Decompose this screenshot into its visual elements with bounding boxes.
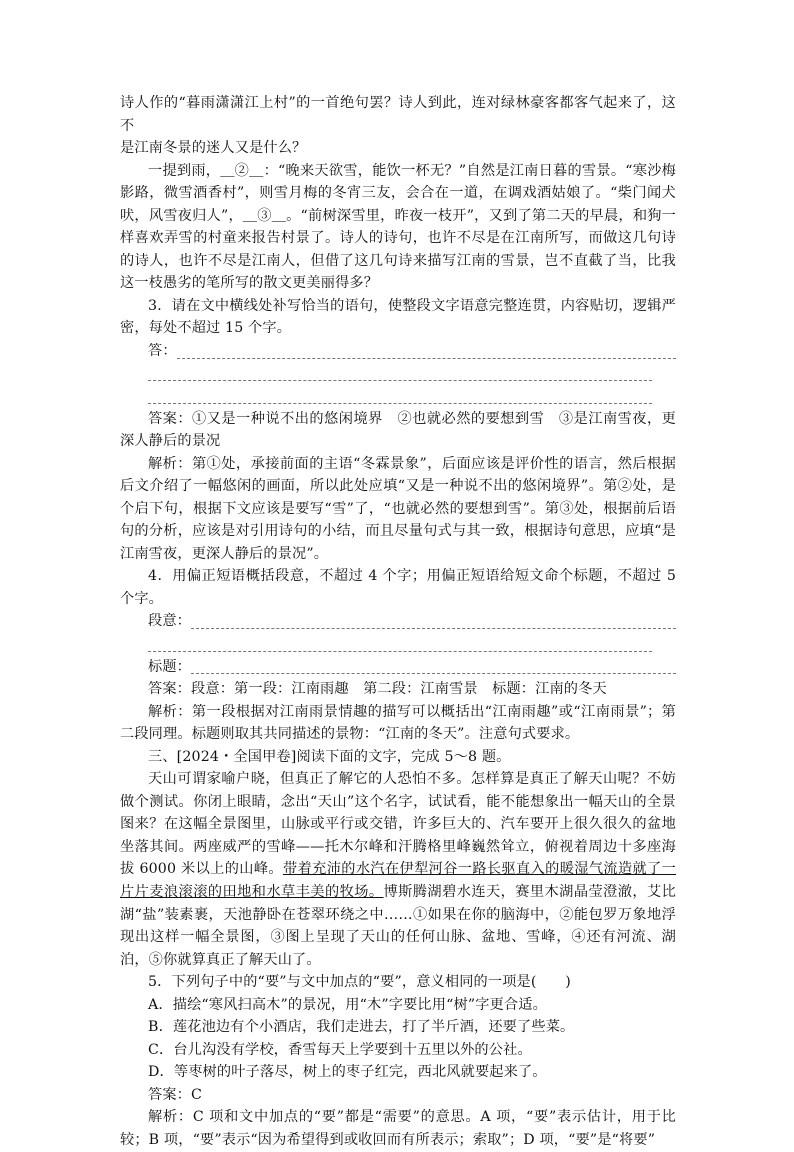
answer-label: 答： [148,343,177,360]
tianshan-passage [120,768,676,971]
blank-3: ＿③＿ [242,207,287,224]
intro-line-2: 是江南冬景的迷人又是什么？ [120,140,307,157]
option-b: B．莲花池边有个小酒店，我们走进去，打了半斤酒，还要了些菜。 [148,1019,575,1036]
intro-line-1: 诗人作的“暮雨潇潇江上村”的一首绝句罢？诗人到此，连对绿林豪客都客气起来了，这不 [120,95,676,134]
analysis-3: 解析：第①处，承接前面的主语“冬霖景象”，后面应该是评价性的语言，然后根据后文介绍了一幅悠闲的画面，所以此处应填“又是一种说不出的悠闲境界”。第②处，是个启下句，根据下文应该是要写“雪”了，“也就必然的要想到雪”。第③处，根据前后语句的分析，应该是对引用诗句的小结，而且尽量句式与其一致，根据诗句意思，应填“是江南雪夜，更深人静后的景况”。 [120,455,676,562]
para-meaning-label: 段意： [148,613,192,630]
passage-text-end: 博斯腾湖碧水连天，赛里木湖晶莹澄澈，艾比湖“盐”装素裹，天池静卧在苍翠环绕之中……①如果在你的脑海中，②能包罗万象地浮现出这样一幅全景图，③图上呈现了天山的任何山脉、盆地、雪峰，④还有河流、湖泊，⑤你就算真正了解天山了。 [120,884,676,968]
document-page [120,92,676,1152]
answer-3: 答案：①又是一种说不出的悠闲境界 ②也就必然的要想到雪 ③是江南雪夜，更深人静后的景况 [120,410,676,450]
answer-line[interactable] [148,380,652,381]
poem-text-b: ：“晚来天欲雪，能饮一杯无？”自然是江南日暮的雪景。“寒沙梅影路，微雪酒香村”，则雪月梅的冬宵三友，会合在一道，在调戏酒姑娘了。“柴门闻犬吠，风雪夜归人”， [120,162,677,224]
option-a: A．描绘“寒风扫高木”的景况，用“木”字要比用“树”字更合适。 [148,996,547,1013]
answer-line[interactable] [191,657,676,674]
option-d: D．等枣树的叶子落尽，树上的枣子红完，西北风就要起来了。 [148,1064,547,1081]
answer-4: 答案：段意：第一段：江南雨趣 第二段：江南雪景 标题：江南的冬天 [148,681,607,698]
underlined-sentence: 带着充沛的水汽在伊犁河谷一路长驱直入的暖湿气流造就了一片片麦浪滚滚的田地和水草丰美的牧场。 [120,861,676,900]
section-3-heading: 三、[2024・全国甲卷]阅读下面的文字，完成 5～8 题。 [148,748,511,765]
poem-text-c: 。“前树深雪里，昨夜一枝开”，又到了第二天的早晨，和狗一样喜欢弄雪的村童来报告村景了。诗人的诗句，也许不尽是在江南所写，而做这几句诗的诗人，也许不尽是江南人，但借了这几句诗来描写江南的雪景，岂不直截了当，比我这一枝愚劣的笔所写的散文更美丽得多？ [120,207,676,292]
answer-blank-line [120,385,676,408]
title-row [120,656,676,679]
answer-line[interactable] [148,651,652,652]
analysis-4: 解析：第一段根据对江南雨景情趣的描写可以概括出“江南雨趣”或“江南雨景”；第二段同理。标题则取其共同描述的景物：“江南的冬天”。注意句式要求。 [120,703,676,743]
passage-text: 天山可谓家喻户晓，但真正了解它的人恐怕不多。怎样算是真正了解天山呢？不妨做个测试。你闭上眼睛，念出“天山”这个名字，试试看，能不能想象出一幅天山的全景图来？在这幅全景图里，山脉或平行或交错，许多巨大的、汽车要开上很久很久的盆地坐落其间。两座威严的雪峰——托木尔峰和汗腾格里峰巍然耸立，俯视着周边十多座海拔 6000 米以上的山峰。 [120,771,676,878]
analysis-5: 解析：C 项和文中加点的“要”都是“需要”的意思。A 项，“要”表示估计，用于比较；B 项，“要”表示“因为希望得到或收回而有所表示；索取”；D 项，“要”是“将要” [120,1109,676,1149]
intro-paragraph [120,92,676,160]
question-4: 4．用偏正短语概括段意，不超过 4 个字；用偏正短语给短文命个标题，不超过 5 个字。 [120,568,676,607]
answer-line-row [120,340,676,363]
answer-line[interactable] [191,612,676,629]
answer-blank-line [120,633,676,656]
answer-line[interactable] [177,342,676,359]
answer-5: 答案：C [148,1086,203,1103]
poem-text-a: 一提到雨， [148,162,221,179]
answer-line[interactable] [148,403,652,404]
title-label: 标题： [148,658,192,675]
question-3: 3．请在文中横线处补写恰当的语句，使整段文字语意完整连贯，内容贴切，逻辑严密，每处不超过 15 个字。 [120,297,676,337]
option-c: C．台儿沟没有学校，香雪每天上学要到十五里以外的公社。 [148,1041,532,1058]
para-meaning-row [120,610,676,633]
question-5: 5．下列句子中的“要”与文中加点的“要”，意义相同的一项是( ) [148,974,571,991]
poem-paragraph [120,160,676,295]
blank-2: ＿②＿ [220,162,264,179]
answer-blank-line [120,363,676,386]
